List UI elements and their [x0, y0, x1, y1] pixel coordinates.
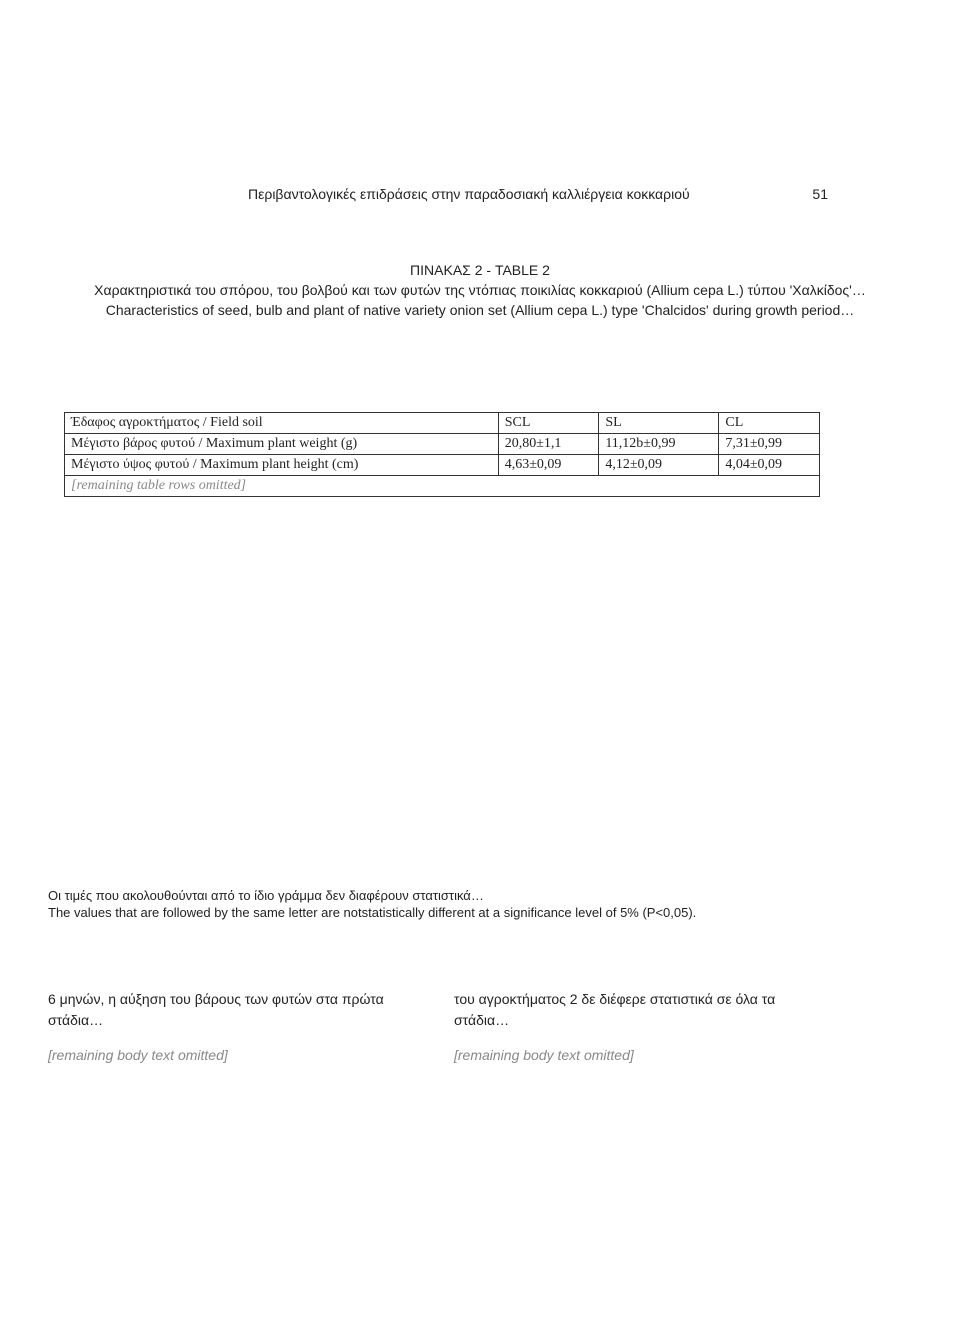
- row-label: Μέγιστο βάρος φυτού / Maximum plant weight (g): [65, 434, 499, 455]
- omitted-rows-placeholder: [65, 476, 820, 497]
- running-head: [248, 186, 828, 202]
- cell-value: 11,12b±0,99: [599, 434, 719, 455]
- data-table: [64, 412, 820, 497]
- caption-english: Characteristics of seed, bulb and plant of native variety onion set (Allium cepa L.) type 'Chalcidos' during growth period…: [105, 302, 855, 318]
- cell-value: 4,63±0,09: [498, 455, 599, 476]
- table-caption: [70, 258, 890, 322]
- header-cell: SCL: [498, 413, 599, 434]
- header-cell: Έδαφος αγροκτήματος / Field soil: [65, 413, 499, 434]
- cell-value: 7,31±0,99: [719, 434, 820, 455]
- running-title: Περιβαντολογικές επιδράσεις στην παραδοσιακή καλλιέργεια κοκκαριού: [248, 186, 690, 202]
- left-column-text: 6 μηνών, η αύξηση του βάρους των φυτών στα πρώτα στάδια…: [48, 991, 384, 1028]
- omitted-rows-note: [remaining table rows omitted]: [65, 476, 820, 497]
- header-cell: SL: [599, 413, 719, 434]
- caption-greek: Χαρακτηριστικά του σπόρου, του βολβού και των φυτών της ντόπιας ποικιλίας κοκκαριού (Allium cepa L.) τύπου 'Χαλκίδος'…: [94, 282, 866, 298]
- page-number: 51: [812, 186, 828, 202]
- body-column-left: [48, 975, 408, 1080]
- footnote-greek: Οι τιμές που ακολουθούνται από το ίδιο γράμμα δεν διαφέρουν στατιστικά…: [48, 888, 484, 903]
- table-footnote: [48, 886, 878, 922]
- right-column-text: του αγροκτήματος 2 δε διέφερε στατιστικά σε όλα τα στάδια…: [454, 991, 776, 1028]
- omitted-text-note: [remaining body text omitted]: [48, 1047, 228, 1063]
- cell-value: 4,12±0,09: [599, 455, 719, 476]
- table-header-row: [65, 413, 820, 434]
- cell-value: 4,04±0,09: [719, 455, 820, 476]
- body-column-right: [454, 975, 814, 1080]
- footnote-english: The values that are followed by the same letter are notstatistically different at a significance level of 5% (P<0,05).: [48, 905, 697, 920]
- table-title: ΠΙΝΑΚΑΣ 2 - TABLE 2: [410, 262, 550, 278]
- omitted-text-note: [remaining body text omitted]: [454, 1047, 634, 1063]
- cell-value: 20,80±1,1: [498, 434, 599, 455]
- header-cell: CL: [719, 413, 820, 434]
- table-row: [65, 434, 820, 455]
- row-label: Μέγιστο ύψος φυτού / Maximum plant height (cm): [65, 455, 499, 476]
- table-row: [65, 455, 820, 476]
